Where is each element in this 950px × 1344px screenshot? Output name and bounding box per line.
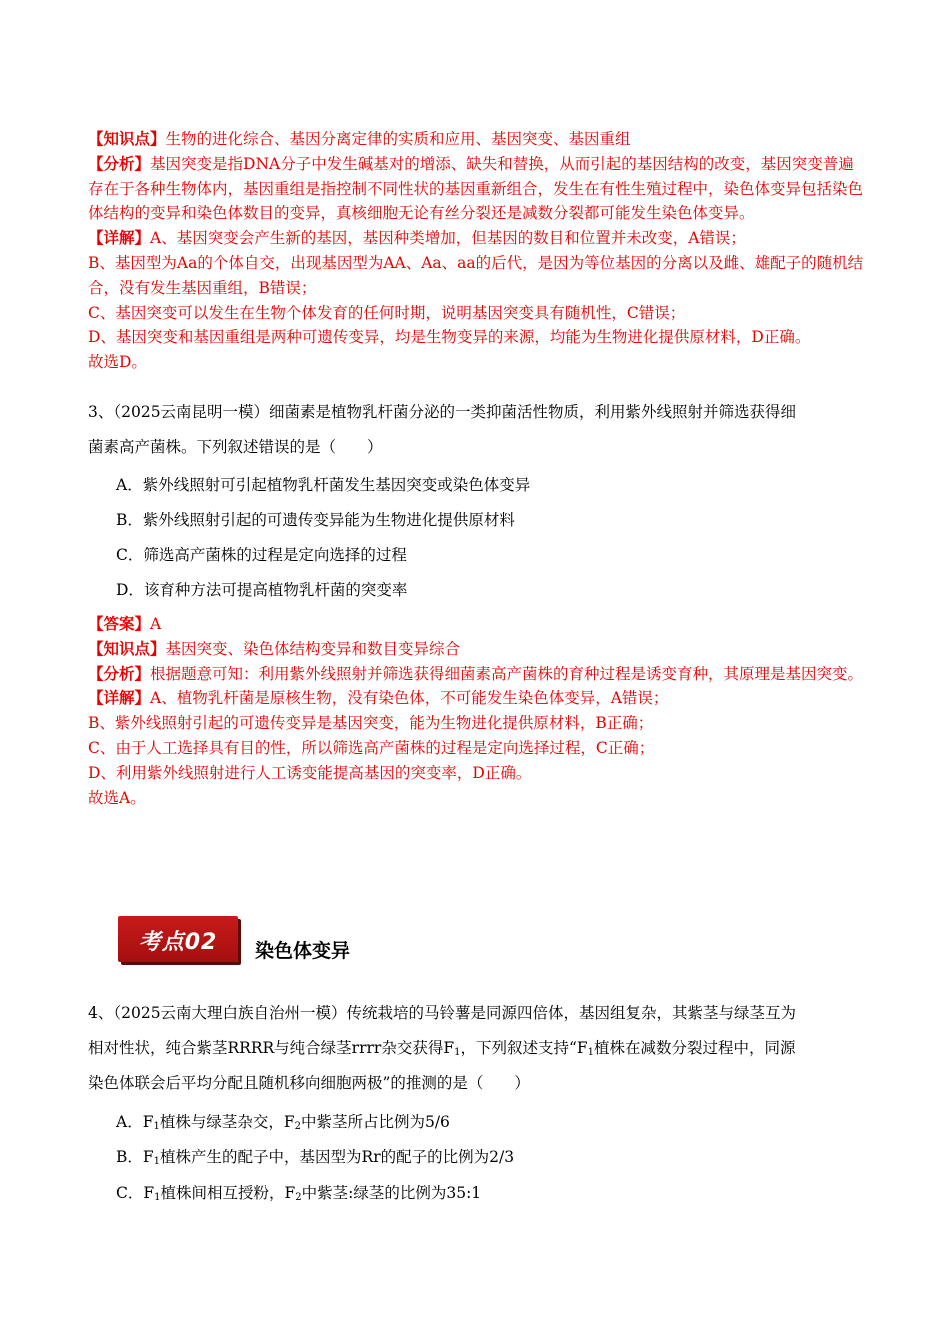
- q3-detail-b: B、紫外线照射引起的可遗传变异是基因突变，能为生物进化提供原材料，B正确；: [88, 714, 654, 733]
- section-badge: [118, 916, 238, 962]
- q2-conclusion: 故选D。: [88, 353, 147, 372]
- q4-stem-line1: 4、（2025云南大理白族自治州一模）传统栽培的马铃薯是同源四倍体，基因组复杂，其紫茎与绿茎互为: [88, 1004, 797, 1022]
- q3-option-d: D．该育种方法可提高植物乳杆菌的突变率: [116, 581, 408, 599]
- answer-label: 【答案】: [88, 614, 151, 633]
- q2-detail-b: B、基因型为Aa的个体自交，出现基因型为AA、Aa、aa的后代，是因为等位基因的分离以及雌、雄配子的随机结合，没有发生基因重组，B错误；: [88, 253, 864, 297]
- knowledge-point-text: 生物的进化综合、基因分离定律的实质和应用、基因突变、基因重组: [165, 130, 631, 148]
- q2-solution: [88, 127, 864, 375]
- section-badge-text: 考点02: [138, 930, 218, 955]
- answer-text: A: [150, 615, 162, 633]
- q3-detail-d: D、利用紫外线照射进行人工诱变能提高基因的突变率，D正确。: [88, 763, 532, 782]
- q3-option-c: C．筛选高产菌株的过程是定向选择的过程: [116, 546, 407, 564]
- analysis-text: 基因突变是指DNA分子中发生碱基对的增添、缺失和替换，从而引起的基因结构的改变，基因突变普遍存在于各种生物体内，基因重组是指控制不同性状的基因重新组合，发生在有性生殖过程中，染色体变异包括染色体结构的变异和染色体数目的变异，真核细胞无论有丝分裂还是减数分裂都可能发生染色体变异。: [88, 154, 864, 223]
- q3-detail-a: [88, 686, 864, 711]
- detail-text: A、植物乳杆菌是原核生物，没有染色体，不可能发生染色体变异，A错误；: [150, 689, 669, 708]
- analysis-label: 【分析】: [88, 153, 151, 173]
- q3-detail-c: C、由于人工选择具有目的性，所以筛选高产菌株的过程是定向选择过程，C正确；: [88, 738, 655, 757]
- q3-stem-line2: 菌素高产菌株。下列叙述错误的是（ ）: [88, 438, 383, 456]
- q2-analysis: [88, 152, 864, 226]
- q3-answer: [88, 612, 864, 637]
- q2-knowledge-point: [88, 127, 864, 152]
- q4-option-a: A．$F_1$植株与绿茎杂交，$F_2$中紫茎所占比例为5/6: [116, 1113, 450, 1132]
- detail-label: 【详解】: [88, 688, 151, 708]
- q2-detail-a: [88, 226, 864, 251]
- q4-stem-line2: 相对性状，纯合紫茎RRRR与纯合绿茎rrrr杂交获得$F_1$，下列叙述支持“$F_1$植株在减数分裂过程中，同源: [88, 1039, 796, 1058]
- q2-detail-c: C、基因突变可以发生在生物个体发育的任何时期，说明基因突变具有随机性，C错误；: [88, 303, 686, 322]
- detail-text: A、基因突变会产生新的基因，基因种类增加，但基因的数目和位置并未改变，A错误；: [150, 229, 746, 248]
- q3-stem-line1: 3、（2025云南昆明一模）细菌素是植物乳杆菌分泌的一类抑菌活性物质，利用紫外线照射并筛选获得细: [88, 403, 797, 421]
- q3-analysis: [88, 662, 864, 687]
- q3-option-a: A．紫外线照射可引起植物乳杆菌发生基因突变或染色体变异: [116, 476, 531, 494]
- q3-option-b: B．紫外线照射引起的可遗传变异能为生物进化提供原材料: [116, 511, 515, 529]
- q3-conclusion: 故选A。: [88, 788, 146, 807]
- q4-option-c: C．$F_1$植株间相互授粉，$F_2$中紫茎:绿茎的比例为35:1: [116, 1184, 482, 1203]
- q4-stem: [88, 996, 864, 1101]
- q2-detail-d: D、基因突变和基因重组是两种可遗传变异，均是生物变异的来源，均能为生物进化提供原材料，D正确。: [88, 328, 811, 347]
- knowledge-point-label: 【知识点】: [88, 638, 166, 658]
- knowledge-point-label: 【知识点】: [88, 129, 166, 148]
- knowledge-point-text: 基因突变、染色体结构变异和数目变异综合: [165, 639, 461, 658]
- section-title: 染色体变异: [255, 940, 351, 962]
- detail-label: 【详解】: [88, 228, 151, 248]
- analysis-text: 根据题意可知：利用紫外线照射并筛选获得细菌素高产菌株的育种过程是诱变育种，其原理是基因突变。: [150, 664, 864, 683]
- q3-knowledge-point: [88, 637, 864, 662]
- q3-solution: [88, 612, 864, 810]
- q4-stem-line3: 染色体联会后平均分配且随机移向细胞两极”的推测的是（ ）: [88, 1074, 530, 1092]
- q4-option-b: B．$F_1$植株产生的配子中，基因型为Rr的配子的比例为2/3: [116, 1148, 515, 1167]
- analysis-label: 【分析】: [88, 663, 151, 683]
- q3-stem: [88, 395, 864, 465]
